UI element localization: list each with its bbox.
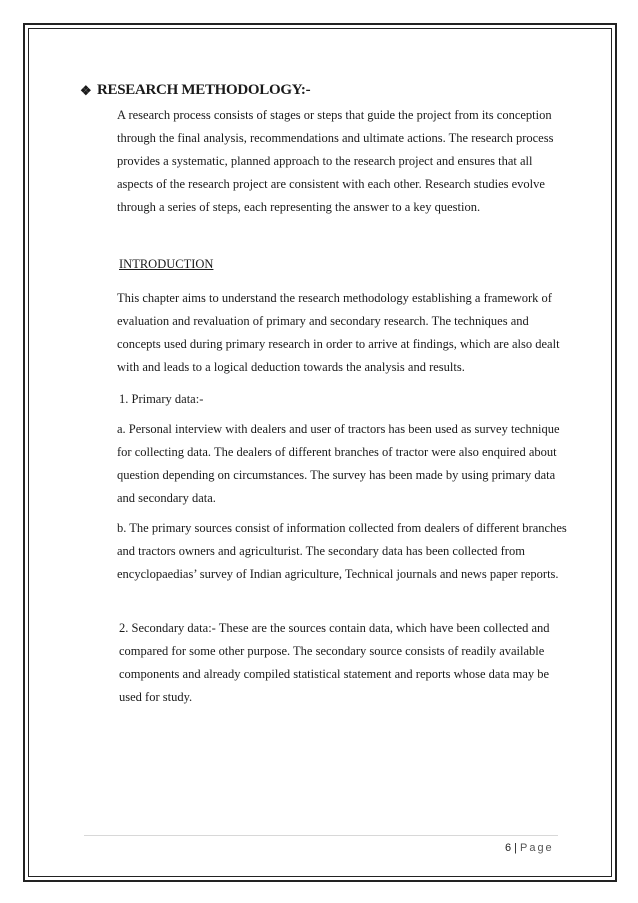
section-heading: [80, 82, 311, 99]
page-label: Page: [519, 842, 554, 854]
footer-divider: [84, 835, 558, 836]
primary-paragraph-a: a. Personal interview with dealers and user of tractors has been used as survey technique for collecting data. The dealers of different branches of tractor were also enquired about question depending on circumstances. The survey has been made by using primary data and secondary data.: [117, 422, 560, 506]
footer-separator: |: [514, 842, 517, 854]
secondary-data-paragraph: 2. Secondary data:- These are the sources contain data, which have been collected and compared for some other purpose. The secondary source consists of readily available components and already compiled statistical statement and reports whose data may be used for study.: [119, 621, 550, 705]
primary-paragraph-b: b. The primary sources consist of information collected from dealers of different branches and tractors owners and agriculturist. The secondary data has been collected from encyclopaedias’ survey of Indian agriculture, Technical journals and news paper reports.: [117, 521, 567, 582]
introduction-paragraph: This chapter aims to understand the research methodology establishing a framework of evaluation and revaluation of primary and secondary research. The techniques and concepts used during primary research in order to arrive at findings, which are also dealt with and leads to a logical deduction towards the analysis and results.: [117, 291, 560, 375]
primary-data-heading: 1. Primary data:-: [119, 392, 204, 406]
intro-paragraph: A research process consists of stages or steps that guide the project from its conception through the final analysis, recommendations and ultimate actions. The research process provides a systematic, planned approach to the research project and ensures that all aspects of the research project are consistent with each other. Research studies evolve through a series of steps, each representing the answer to a key question.: [117, 108, 554, 215]
section-title: RESEARCH METHODOLOGY:-: [97, 82, 311, 98]
diamond-bullet-icon: ❖: [80, 83, 92, 98]
page-footer: [505, 842, 554, 854]
page-number: 6: [505, 842, 512, 854]
introduction-heading: INTRODUCTION: [119, 257, 214, 271]
